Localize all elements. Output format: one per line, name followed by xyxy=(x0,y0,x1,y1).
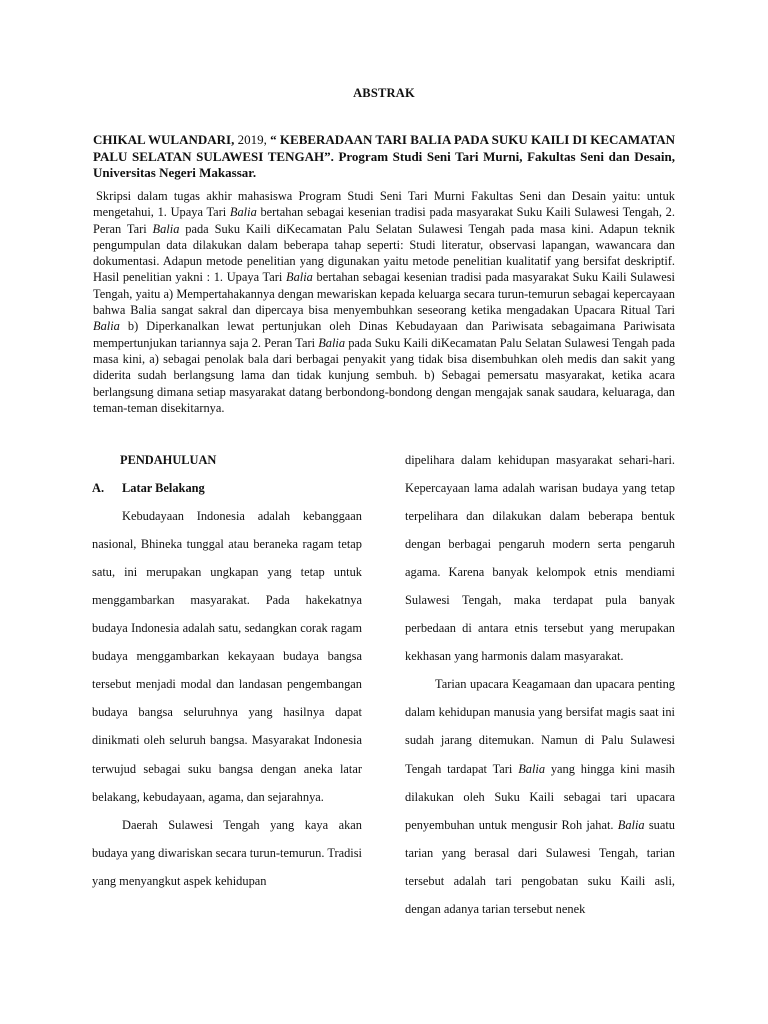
body-paragraph: Kebudayaan Indonesia adalah kebanggaan nasional, Bhineka tunggal atau beraneka ragam tetap satu, ini merupakan ungkapan yang tetap untuk menggambarkan masyarakat. Pada hakekatnya budaya Indonesia adalah satu, sedangkan corak ragam budaya menggambarkan kekayaan budaya bangsa tersebut menjadi modal dan landasan pengembangan budaya bangsa seluruhnya yang hasilnya dapat dinikmati oleh seluruh bangsa. Masyarakat Indonesia terwujud sebagai suku bangsa dengan aneka latar belakang, kebudayaan, agama, dan sejarahnya. xyxy=(92,509,362,804)
abstract-text: Skripsi dalam tugas akhir mahasiswa Program Studi Seni Tari Murni Fakultas Seni dan Desain yaitu: untuk mengetahui, 1. Upaya Tari xyxy=(93,189,675,220)
abstract-italic-term: Balia xyxy=(93,319,120,334)
abstract-title: ABSTRAK xyxy=(353,86,415,100)
abstract-text: bertahan sebagai kesenian tradisi pada masyarakat Suku Kaili Sulawesi Tengah, yaitu a) Mempertahakannya dengan mewariskan kepada keluarga secara turun-temurun sebagai kepercayaan bahwa Balia sangat sakral dan dipercaya bisa menyembuhkan seseorang ketika mengadakan Upacara Ritual Tari xyxy=(93,270,675,318)
citation-title: “ KEBERADAAN TARI BALIA PADA SUKU KAILI DI KECAMATAN PALU SELATAN SULAWESI TENGAH”. Program Studi Seni Tari Murni, Fakultas Seni dan Desain, Universitas Negeri Makassar. xyxy=(93,132,675,180)
abstract-italic-term: Balia xyxy=(152,221,180,236)
abstract-text: pada Suku Kaili diKecamatan Palu Selatan Sulawesi Tengah pada masa kini. Adapun teknik pengumpulan data dilakukan dalam beberapa tahap seperti: Studi literatur, observasi lapangan, wawancara dan dokumentasi. Adapun metode penelitian yang digunakan yaitu metode penelitian kualitatif yang bersifat deskriptif. Hasil penelitian yakni : 1. Upaya Tari xyxy=(93,221,675,285)
abstract-text: b) Diperkanalkan lewat pertunjukan oleh Dinas Kebudayaan dan Pariwisata sebagaimana Pariwisata mempertunjukan tariannya saja 2. Peran Tari xyxy=(93,319,675,350)
subsection-number: A. xyxy=(92,481,105,496)
right-column xyxy=(405,446,675,923)
citation-year: 2019, xyxy=(234,132,271,147)
body-text: yang hingga kini masih dilakukan oleh Suku Kaili sebagai tari upacara penyembuhan untuk mengusir Roh jahat. xyxy=(405,761,675,832)
italic-term: Balia xyxy=(617,817,645,832)
subsection-title: Latar Belakang xyxy=(122,481,205,496)
body-paragraph xyxy=(405,670,675,922)
abstract-text: pada Suku Kaili diKecamatan Palu Selatan Sulawesi Tengah pada masa kini, a) sebagai penolak bala dari berbagai penyakit yang tidak bisa disembuhkan oleh medis dan sakit yang diderita sudah berlangsung lama dan tidak kunjung sembuh. b) Sebagai pemersatu masyarakat, ketika acara berlangsung dimana setiap masyarakat datang berbondong-bondong dengan mengajak sanak saudara, keluaraga, dan teman-teman disekitarnya. xyxy=(93,335,675,415)
abstract-italic-term: Balia xyxy=(286,270,313,285)
body-paragraph: Daerah Sulawesi Tengah yang kaya akan budaya yang diwariskan secara turun-temurun. Tradisi yang menyangkut aspek kehidupan xyxy=(92,817,362,888)
section-heading: PENDAHULUAN xyxy=(120,453,217,467)
citation xyxy=(93,132,675,182)
abstract-paragraph xyxy=(93,188,675,416)
body-paragraph: dipelihara dalam kehidupan masyarakat sehari-hari. Kepercayaan lama adalah warisan budaya yang tetap terpelihara dan dilakukan dalam beberapa bentuk dengan berbagai pengaruh modern serta pengaruh agama. Karena banyak kelompok etnis mendiami Sulawesi Tengah, maka terdapat pula banyak perbedaan di antara etnis tersebut yang merupakan kekhasan yang harmonis dalam masyarakat. xyxy=(405,453,675,664)
abstract-italic-term: Balia xyxy=(318,335,346,350)
abstract-body xyxy=(93,188,675,416)
italic-term: Balia xyxy=(518,761,546,776)
left-column xyxy=(92,446,362,895)
abstract-italic-term: Balia xyxy=(229,205,257,220)
body-text: Tarian upacara Keagamaan dan upacara penting dalam kehidupan manusia yang bersifat magis saat ini sudah jarang ditemukan. Namun di Palu Sulawesi Tengah tardapat Tari xyxy=(405,677,675,776)
citation-author: CHIKAL WULANDARI, xyxy=(93,132,235,147)
body-text: suatu tarian yang berasal dari Sulawesi Tengah, tarian tersebut adalah tari pengobatan suku Kaili asli, dengan adanya tarian tersebut nenek xyxy=(405,817,675,916)
subsection-heading xyxy=(92,474,362,502)
abstract-text: bertahan sebagai kesenian tradisi pada masyarakat Suku Kaili Sulawesi Tengah, 2. Peran Tari xyxy=(93,205,675,236)
